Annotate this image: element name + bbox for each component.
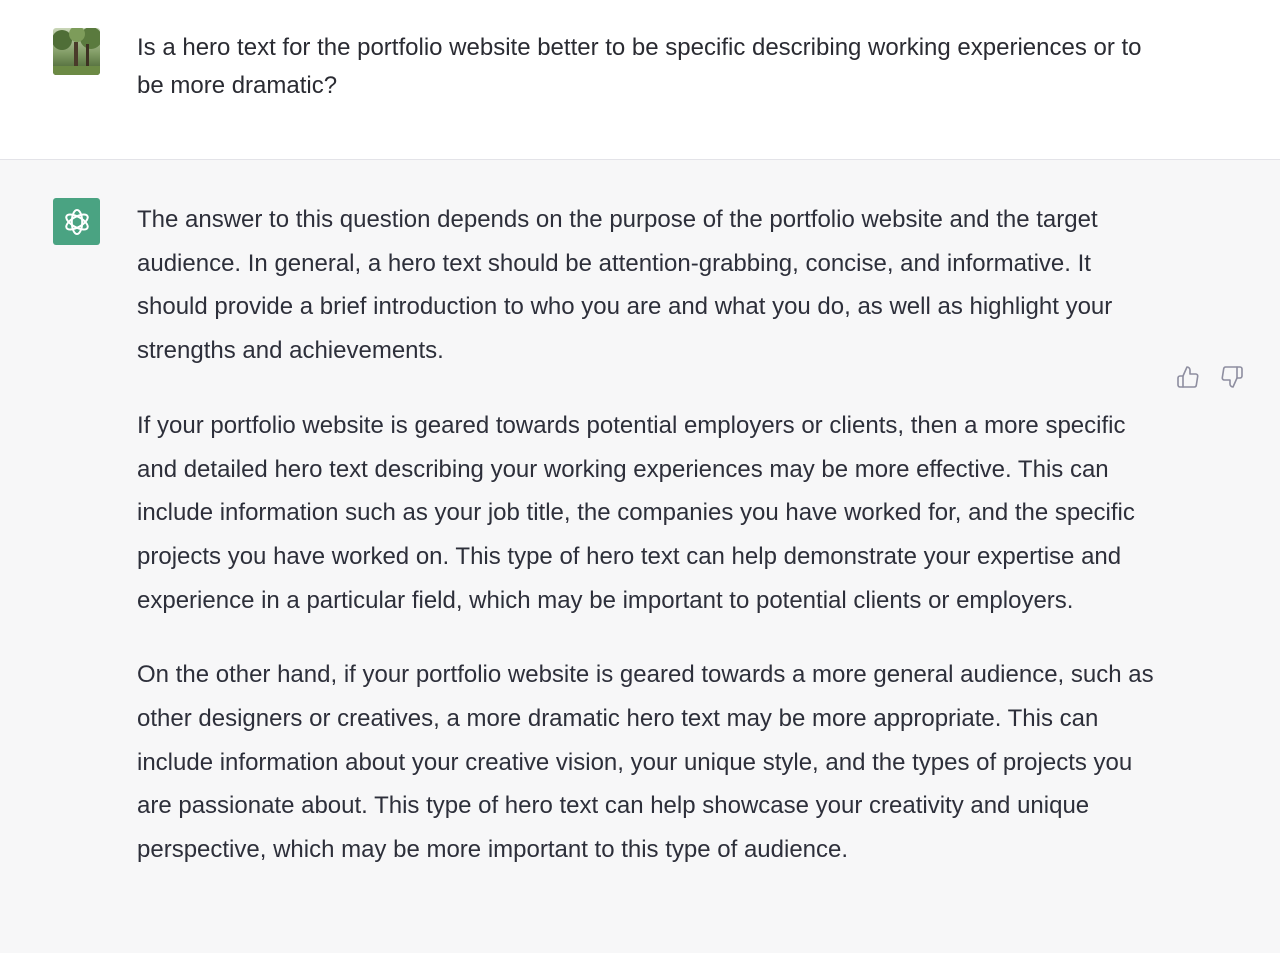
assistant-avatar — [53, 198, 100, 245]
chatgpt-logo-icon — [62, 207, 92, 237]
answer-paragraph: The answer to this question depends on the purpose of the portfolio website and the target audience. In general, a hero text should be attention-grabbing, concise, and informative. It should provide a brief introduction to who you are and what you do, as well as highlight your strengths and achievements. — [137, 206, 1113, 365]
thumbs-up-button[interactable] — [1175, 364, 1201, 390]
user-message-row — [0, 0, 1280, 160]
thumbs-down-button[interactable] — [1219, 364, 1245, 390]
user-avatar-photo — [53, 28, 100, 75]
assistant-message-row — [0, 160, 1280, 953]
thumbs-down-icon — [1220, 365, 1244, 389]
assistant-message-text — [137, 198, 1157, 903]
answer-paragraph: On the other hand, if your portfolio website is geared towards a more general audience, such as other designers or creatives, a more dramatic hero text may be more appropriate. This can include information about your creative vision, your unique style, and the types of projects you are passionate about. This type of hero text can help showcase your creativity and unique perspective, which may be more important to this type of audience. — [137, 661, 1154, 864]
thumbs-up-icon — [1176, 365, 1200, 389]
user-avatar — [53, 28, 100, 75]
answer-paragraph: If your portfolio website is geared towards potential employers or clients, then a more specific and detailed hero text describing your working experiences may be more effective. This can include information such as your job title, the companies you have worked for, and the specific projects you have worked on. This type of hero text can help demonstrate your expertise and experience in a particular field, which may be important to potential clients or employers. — [137, 411, 1135, 614]
user-message-text: Is a hero text for the portfolio website better to be specific describing working experiences or to be more dramatic? — [137, 34, 1142, 99]
